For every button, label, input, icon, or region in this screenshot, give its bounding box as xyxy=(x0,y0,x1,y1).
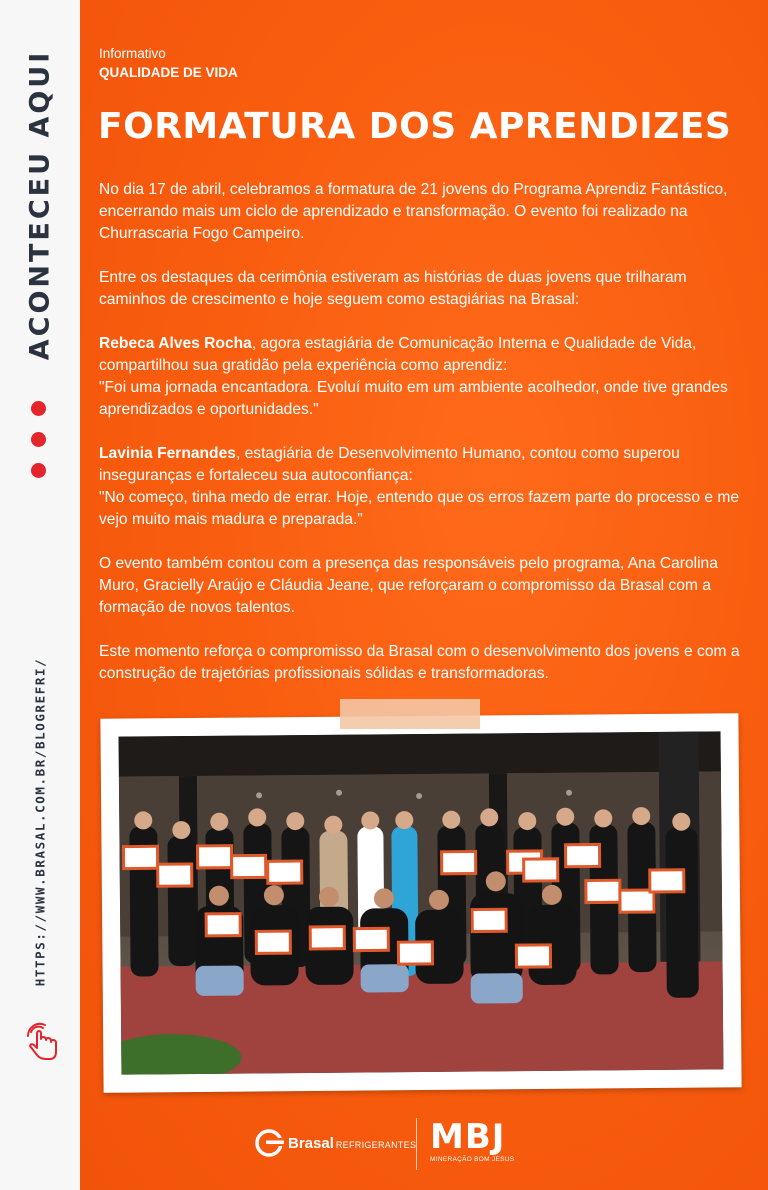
paragraph-closing: Este momento reforça o compromisso da Brasal com o desenvolvimento dos jovens e com a construção de trajetórias profissionais sólidas e transformadoras. xyxy=(99,643,740,682)
brasal-sub: REFRIGERANTES xyxy=(335,1139,417,1150)
red-dot-icon xyxy=(31,401,46,416)
person-name: Rebeca Alves Rocha xyxy=(99,335,252,352)
side-rail xyxy=(0,0,80,1190)
paragraph-rebeca: Rebeca Alves Rocha, agora estagiária de Comunicação Interna e Qualidade de Vida, compartilhou sua gratidão pela experiência como aprendiz: "Foi uma jornada encantadora. Evoluí muito em um ambiente acolhedor, onde tive grandes aprendizados e oportunidades." xyxy=(99,335,728,418)
logo-divider xyxy=(416,1118,417,1170)
section-label: QUALIDADE DE VIDA xyxy=(99,65,238,80)
group-photo-image xyxy=(119,731,724,1074)
red-dot-icon xyxy=(31,432,46,447)
group-photo xyxy=(119,731,724,1074)
paragraph-lavinia: Lavinia Fernandes, estagiária de Desenvolvimento Humano, contou como superou inseguranças e fortaleceu sua autoconfiança: "No começo, tinha medo de errar. Hoje, entendo que os erros fazem parte do processo e me vejo muito mais madura e preparada." xyxy=(99,445,740,528)
paragraph-intro: No dia 17 de abril, celebramos a formatura de 21 jovens do Programa Aprendiz Fantástico, encerrando mais um ciclo de aprendizado e transformação. O evento foi realizado na Churrascaria Fogo Campeiro. xyxy=(99,181,728,242)
tape-strip xyxy=(340,699,480,729)
quote: "No começo, tinha medo de errar. Hoje, entendo que os erros fazem parte do processo e me vejo muito mais madura e preparada." xyxy=(99,489,740,528)
article-body xyxy=(99,179,744,707)
headline: FORMATURA DOS APRENDIZES xyxy=(98,106,732,147)
mbj-logo xyxy=(430,1117,515,1163)
person-name: Lavinia Fernandes xyxy=(99,445,236,462)
pointing-hand-icon[interactable] xyxy=(22,1022,64,1064)
blog-url-link[interactable]: HTTPS://WWW.BRASAL.COM.BR/BLOGREFRI/ xyxy=(32,657,48,987)
group-photo-frame xyxy=(100,713,741,1093)
quote: "Foi uma jornada encantadora. Evoluí muito em um ambiente acolhedor, onde tive grandes aprendizados e oportunidades." xyxy=(99,379,728,418)
red-dot-icon xyxy=(31,463,46,478)
paragraph-program: O evento também contou com a presença das responsáveis pelo programa, Ana Carolina Muro, Gracielly Araújo e Cláudia Jeane, que reforçaram o compromisso da Brasal com a formação de novos talentos. xyxy=(99,555,718,616)
paragraph-highlights: Entre os destaques da cerimônia estiveram as histórias de duas jovens que trilharam caminhos de crescimento e hoje seguem como estagiárias na Brasal: xyxy=(99,269,687,308)
kicker-label: Informativo xyxy=(99,46,166,61)
brasal-logo xyxy=(254,1128,416,1158)
brasal-name: Brasal xyxy=(288,1134,334,1152)
mbj-name: MBJ xyxy=(430,1117,506,1157)
rail-title: ACONTECEU AQUI xyxy=(24,49,56,361)
mbj-sub: MINERAÇÃO BOM JESUS xyxy=(430,1156,515,1163)
brasal-mark-icon xyxy=(254,1128,284,1158)
